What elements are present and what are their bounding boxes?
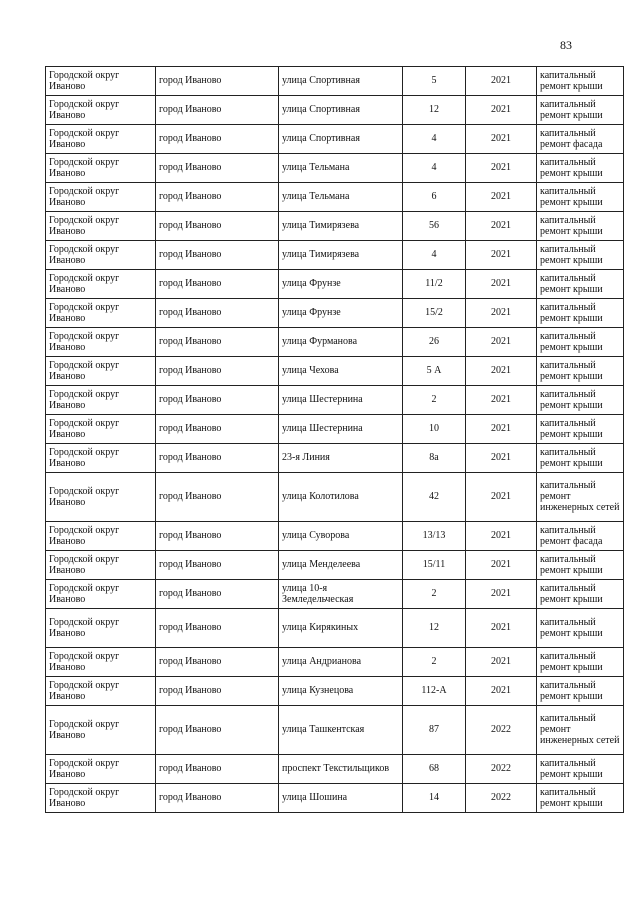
cell-street: улица Тимирязева: [279, 241, 403, 270]
table-row: [46, 648, 624, 677]
cell-district: Городской округ Иваново: [46, 386, 156, 415]
housing-repair-table: [45, 66, 624, 813]
cell-year: 2021: [466, 522, 537, 551]
cell-street: улица Колотилова: [279, 473, 403, 522]
cell-house-number: 15/11: [403, 551, 466, 580]
table-row: [46, 154, 624, 183]
cell-district: Городской округ Иваново: [46, 154, 156, 183]
cell-year: 2021: [466, 183, 537, 212]
cell-city: город Иваново: [156, 212, 279, 241]
cell-district: Городской округ Иваново: [46, 784, 156, 813]
cell-work-type: капитальный ремонт крыши: [537, 270, 624, 299]
cell-street: улица Ташкентская: [279, 706, 403, 755]
cell-street: улица Фрунзе: [279, 270, 403, 299]
cell-work-type: капитальный ремонт крыши: [537, 183, 624, 212]
cell-city: город Иваново: [156, 784, 279, 813]
cell-year: 2022: [466, 706, 537, 755]
cell-street: улица Менделеева: [279, 551, 403, 580]
cell-district: Городской округ Иваново: [46, 609, 156, 648]
cell-district: Городской округ Иваново: [46, 270, 156, 299]
cell-district: Городской округ Иваново: [46, 357, 156, 386]
table-row: [46, 784, 624, 813]
cell-street: улица Суворова: [279, 522, 403, 551]
table-row: [46, 67, 624, 96]
cell-work-type: капитальный ремонт крыши: [537, 609, 624, 648]
cell-house-number: 56: [403, 212, 466, 241]
table-row: [46, 755, 624, 784]
cell-district: Городской округ Иваново: [46, 183, 156, 212]
cell-work-type: капитальный ремонт крыши: [537, 755, 624, 784]
cell-house-number: 4: [403, 241, 466, 270]
table-row: [46, 357, 624, 386]
table-row: [46, 580, 624, 609]
cell-house-number: 8а: [403, 444, 466, 473]
cell-district: Городской округ Иваново: [46, 328, 156, 357]
cell-district: Городской округ Иваново: [46, 522, 156, 551]
cell-city: город Иваново: [156, 357, 279, 386]
cell-street: улица Шошина: [279, 784, 403, 813]
cell-city: город Иваново: [156, 328, 279, 357]
cell-house-number: 26: [403, 328, 466, 357]
cell-work-type: капитальный ремонт крыши: [537, 444, 624, 473]
cell-city: город Иваново: [156, 755, 279, 784]
cell-year: 2021: [466, 648, 537, 677]
cell-house-number: 68: [403, 755, 466, 784]
cell-district: Городской округ Иваново: [46, 96, 156, 125]
cell-street: улица Тельмана: [279, 183, 403, 212]
cell-city: город Иваново: [156, 415, 279, 444]
cell-work-type: капитальный ремонт крыши: [537, 328, 624, 357]
cell-work-type: капитальный ремонт крыши: [537, 67, 624, 96]
cell-year: 2021: [466, 357, 537, 386]
cell-work-type: капитальный ремонт крыши: [537, 96, 624, 125]
cell-work-type: капитальный ремонт фасада: [537, 125, 624, 154]
cell-city: город Иваново: [156, 444, 279, 473]
cell-city: город Иваново: [156, 96, 279, 125]
cell-house-number: 4: [403, 154, 466, 183]
cell-street: проспект Текстильщиков: [279, 755, 403, 784]
cell-house-number: 2: [403, 580, 466, 609]
table-row: [46, 386, 624, 415]
cell-work-type: капитальный ремонт крыши: [537, 580, 624, 609]
cell-district: Городской округ Иваново: [46, 706, 156, 755]
cell-year: 2021: [466, 551, 537, 580]
table-row: [46, 551, 624, 580]
cell-street: улица Спортивная: [279, 67, 403, 96]
cell-year: 2021: [466, 580, 537, 609]
cell-work-type: капитальный ремонт крыши: [537, 784, 624, 813]
cell-city: город Иваново: [156, 473, 279, 522]
table-row: [46, 444, 624, 473]
cell-city: город Иваново: [156, 154, 279, 183]
cell-city: город Иваново: [156, 183, 279, 212]
cell-city: город Иваново: [156, 522, 279, 551]
cell-work-type: капитальный ремонт крыши: [537, 551, 624, 580]
cell-street: улица Тимирязева: [279, 212, 403, 241]
cell-city: город Иваново: [156, 241, 279, 270]
cell-street: улица Шестернина: [279, 386, 403, 415]
cell-district: Городской округ Иваново: [46, 551, 156, 580]
cell-city: город Иваново: [156, 706, 279, 755]
cell-district: Городской округ Иваново: [46, 212, 156, 241]
cell-district: Городской округ Иваново: [46, 755, 156, 784]
cell-house-number: 42: [403, 473, 466, 522]
cell-year: 2021: [466, 212, 537, 241]
cell-house-number: 2: [403, 648, 466, 677]
cell-street: улица Кирякиных: [279, 609, 403, 648]
cell-city: город Иваново: [156, 648, 279, 677]
cell-city: город Иваново: [156, 551, 279, 580]
cell-city: город Иваново: [156, 270, 279, 299]
table-row: [46, 96, 624, 125]
cell-work-type: капитальный ремонт инженерных сетей: [537, 706, 624, 755]
cell-work-type: капитальный ремонт фасада: [537, 522, 624, 551]
cell-street: улица Фурманова: [279, 328, 403, 357]
cell-house-number: 112-А: [403, 677, 466, 706]
cell-year: 2021: [466, 125, 537, 154]
cell-year: 2021: [466, 299, 537, 328]
cell-street: улица Кузнецова: [279, 677, 403, 706]
cell-year: 2021: [466, 386, 537, 415]
cell-district: Городской округ Иваново: [46, 677, 156, 706]
cell-street: улица Чехова: [279, 357, 403, 386]
table-row: [46, 183, 624, 212]
cell-work-type: капитальный ремонт крыши: [537, 212, 624, 241]
cell-district: Городской округ Иваново: [46, 125, 156, 154]
cell-house-number: 2: [403, 386, 466, 415]
cell-house-number: 14: [403, 784, 466, 813]
cell-district: Городской округ Иваново: [46, 473, 156, 522]
cell-city: город Иваново: [156, 299, 279, 328]
cell-city: город Иваново: [156, 67, 279, 96]
cell-year: 2021: [466, 241, 537, 270]
table-row: [46, 212, 624, 241]
cell-house-number: 4: [403, 125, 466, 154]
table-row: [46, 706, 624, 755]
cell-work-type: капитальный ремонт инженерных сетей: [537, 473, 624, 522]
cell-house-number: 12: [403, 609, 466, 648]
table-row: [46, 299, 624, 328]
cell-house-number: 10: [403, 415, 466, 444]
cell-city: город Иваново: [156, 386, 279, 415]
table-row: [46, 328, 624, 357]
cell-city: город Иваново: [156, 677, 279, 706]
table-row: [46, 125, 624, 154]
cell-house-number: 13/13: [403, 522, 466, 551]
cell-street: улица Андрианова: [279, 648, 403, 677]
cell-year: 2022: [466, 755, 537, 784]
page-number: 83: [560, 38, 572, 52]
cell-city: город Иваново: [156, 580, 279, 609]
table-row: [46, 270, 624, 299]
cell-district: Городской округ Иваново: [46, 241, 156, 270]
table-row: [46, 609, 624, 648]
cell-district: Городской округ Иваново: [46, 580, 156, 609]
cell-work-type: капитальный ремонт крыши: [537, 415, 624, 444]
cell-house-number: 12: [403, 96, 466, 125]
cell-district: Городской округ Иваново: [46, 299, 156, 328]
cell-street: улица Фрунзе: [279, 299, 403, 328]
cell-work-type: капитальный ремонт крыши: [537, 357, 624, 386]
cell-district: Городской округ Иваново: [46, 648, 156, 677]
cell-district: Городской округ Иваново: [46, 444, 156, 473]
cell-year: 2021: [466, 444, 537, 473]
table-body: [46, 67, 624, 813]
cell-work-type: капитальный ремонт крыши: [537, 241, 624, 270]
cell-street: улица Тельмана: [279, 154, 403, 183]
cell-year: 2021: [466, 415, 537, 444]
cell-street: улица Спортивная: [279, 96, 403, 125]
table-row: [46, 241, 624, 270]
cell-district: Городской округ Иваново: [46, 67, 156, 96]
cell-work-type: капитальный ремонт крыши: [537, 677, 624, 706]
cell-year: 2022: [466, 784, 537, 813]
cell-street: улица 10-я Земледельческая: [279, 580, 403, 609]
cell-street: улица Спортивная: [279, 125, 403, 154]
cell-work-type: капитальный ремонт крыши: [537, 299, 624, 328]
cell-city: город Иваново: [156, 609, 279, 648]
table-row: [46, 415, 624, 444]
table-row: [46, 473, 624, 522]
cell-house-number: 6: [403, 183, 466, 212]
cell-work-type: капитальный ремонт крыши: [537, 648, 624, 677]
table-row: [46, 522, 624, 551]
cell-city: город Иваново: [156, 125, 279, 154]
cell-year: 2021: [466, 154, 537, 183]
cell-year: 2021: [466, 67, 537, 96]
cell-year: 2021: [466, 270, 537, 299]
cell-year: 2021: [466, 96, 537, 125]
cell-house-number: 5 А: [403, 357, 466, 386]
cell-house-number: 87: [403, 706, 466, 755]
cell-house-number: 15/2: [403, 299, 466, 328]
cell-street: 23-я Линия: [279, 444, 403, 473]
cell-year: 2021: [466, 609, 537, 648]
table-row: [46, 677, 624, 706]
cell-street: улица Шестернина: [279, 415, 403, 444]
cell-year: 2021: [466, 473, 537, 522]
cell-house-number: 11/2: [403, 270, 466, 299]
cell-district: Городской округ Иваново: [46, 415, 156, 444]
cell-year: 2021: [466, 677, 537, 706]
cell-work-type: капитальный ремонт крыши: [537, 154, 624, 183]
cell-house-number: 5: [403, 67, 466, 96]
cell-work-type: капитальный ремонт крыши: [537, 386, 624, 415]
cell-year: 2021: [466, 328, 537, 357]
